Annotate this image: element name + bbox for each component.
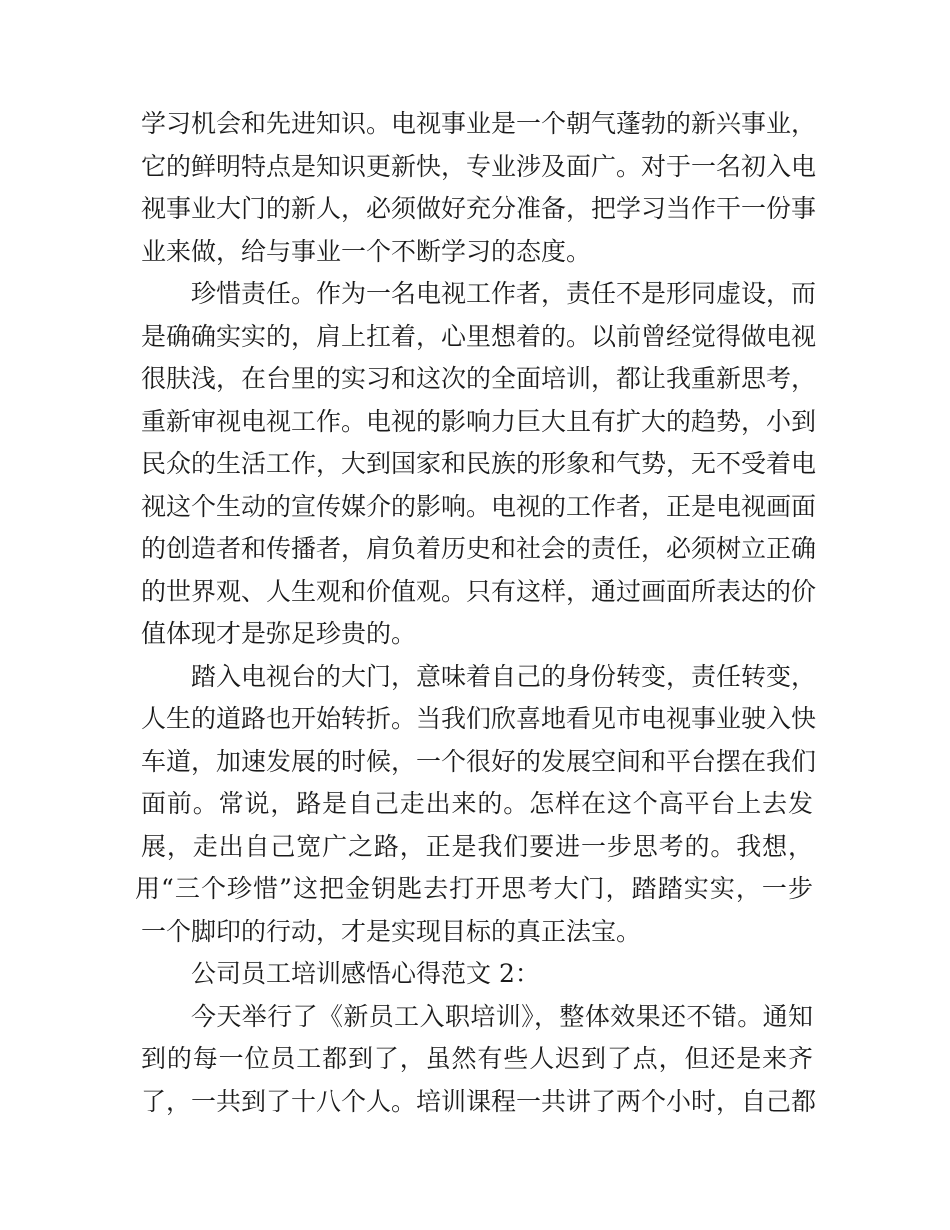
text-line: 的创造者和传播者，肩负着历史和社会的责任，必须树立正确 bbox=[141, 534, 817, 563]
text-line: 一个脚印的行动，才是实现目标的真正法宝。 bbox=[141, 916, 642, 946]
text-line: 公司员工培训感悟心得范文 2： bbox=[191, 959, 540, 988]
text-line: 用“三个珍惜”这把金钥匙去打开思考大门，踏踏实实，一步 bbox=[135, 874, 813, 903]
text-line: 学习机会和先进知识。电视事业是一个朝气蓬勃的新兴事业， bbox=[141, 109, 817, 138]
text-line: 今天举行了《新员工入职培训》，整体效果还不错。通知 bbox=[191, 1001, 813, 1031]
text-line: 了，一共到了十八个人。培训课程一共讲了两个小时，自己都 bbox=[141, 1086, 817, 1116]
text-line: 民众的生活工作，大到国家和民族的形象和气势，无不受着电 bbox=[141, 449, 817, 478]
text-line: 视事业大门的新人，必须做好充分准备，把学习当作干一份事 bbox=[141, 194, 817, 223]
text-line: 珍惜责任。作为一名电视工作者，责任不是形同虚设，而 bbox=[191, 279, 817, 308]
document-body bbox=[135, 103, 817, 1123]
text-line: 踏入电视台的大门，意味着自己的身份转变，责任转变， bbox=[191, 661, 817, 691]
text-line: 视这个生动的宣传媒介的影响。电视的工作者，正是电视画面 bbox=[141, 491, 817, 521]
text-line: 的世界观、人生观和价值观。只有这样，通过画面所表达的价 bbox=[141, 576, 817, 606]
text-line: 重新审视电视工作。电视的影响力巨大且有扩大的趋势，小到 bbox=[141, 406, 817, 436]
text-line: 是确确实实的，肩上扛着，心里想着的。以前曾经觉得做电视 bbox=[141, 321, 817, 351]
text-line: 人生的道路也开始转折。当我们欣喜地看见市电视事业驶入快 bbox=[141, 704, 817, 733]
text-line: 业来做，给与事业一个不断学习的态度。 bbox=[141, 236, 592, 266]
text-line: 值体现才是弥足珍贵的。 bbox=[141, 619, 417, 648]
text-line: 面前。常说，路是自己走出来的。怎样在这个高平台上去发 bbox=[141, 789, 813, 818]
text-line: 展，走出自己宽广之路，正是我们要进一步思考的。我想， bbox=[141, 831, 813, 861]
text-line: 它的鲜明特点是知识更新快，专业涉及面广。对于一名初入电 bbox=[141, 151, 817, 181]
text-line: 到的每一位员工都到了，虽然有些人迟到了点，但还是来齐 bbox=[141, 1044, 813, 1073]
text-line: 很肤浅，在台里的实习和这次的全面培训，都让我重新思考， bbox=[141, 364, 817, 393]
text-line: 车道，加速发展的时候，一个很好的发展空间和平台摆在我们 bbox=[141, 746, 817, 776]
